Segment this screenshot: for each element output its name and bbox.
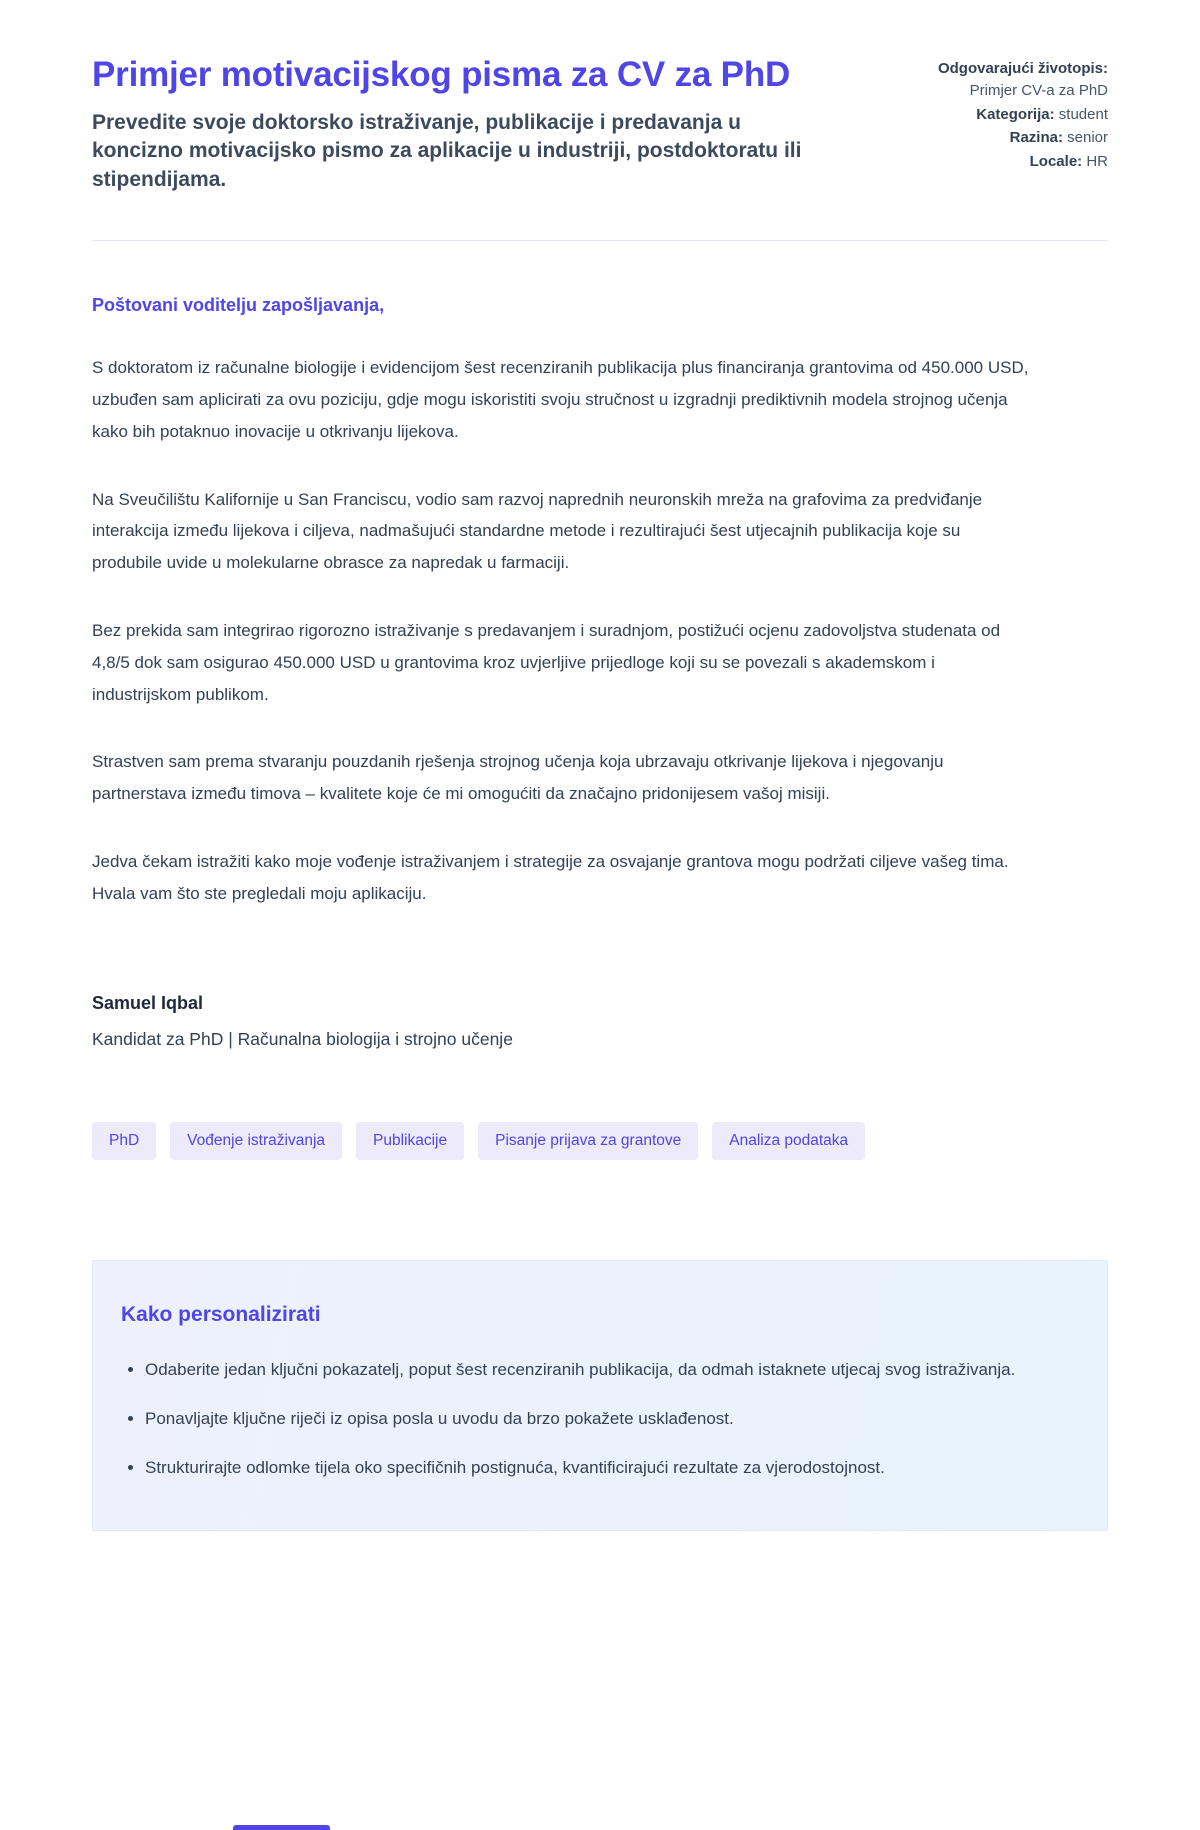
tips-list: [121, 1355, 1077, 1484]
tag-list: [92, 1122, 1108, 1160]
tag-chip[interactable]: Vođenje istraživanja: [170, 1122, 342, 1160]
partially-visible-button[interactable]: [233, 1825, 330, 1830]
page-subtitle: Prevedite svoje doktorsko istraživanje, publikacije i predavanja u koncizno motivacijsko pismo za aplikacije u industriji, postdoktoratu ili stipendijama.: [92, 110, 802, 191]
signature-role: Kandidat za PhD | Računalna biologija i strojno učenje: [92, 1029, 513, 1050]
letter-paragraph: Strastven sam prema stvaranju pouzdanih rješenja strojnog učenja koja ubrzavaju otkrivanje lijekova i njegovanju partnerstava između timova – kvalitete koje će mi omogućiti da značajno pridonijesem vašoj misiji.: [92, 752, 944, 804]
letter-paragraph: Bez prekida sam integrirao rigorozno istraživanje s predavanjem i suradnjom, postižući ocjenu zadovoljstva studenata od 4,8/5 dok sam osigurao 450.000 USD u grantovima kroz uvjerljive prijedloge koji su se povezali s akademskom i industrijskom publikom.: [92, 621, 1001, 704]
meta-row: [918, 127, 1108, 149]
meta-row: [918, 58, 1108, 102]
meta-value: Primjer CV-a za PhD: [969, 81, 1108, 99]
tag-chip[interactable]: Publikacije: [356, 1122, 464, 1160]
tips-heading: Kako personalizirati: [121, 1302, 321, 1326]
header-divider: [92, 240, 1108, 241]
page-header: [92, 54, 1108, 194]
page-title: Primjer motivacijskog pisma za CV za PhD: [92, 55, 791, 94]
meta-label: Odgovarajući životopis:: [937, 60, 1108, 77]
meta-label: Razina:: [1009, 129, 1063, 147]
letter-paragraph: Na Sveučilištu Kalifornije u San Franciscu, vodio sam razvoj naprednih neuronskih mreža na grafovima za predviđanje interakcija između lijekova i ciljeva, nadmašujući standardne metode i rezultirajući šest utjecajnih publikacija koje su produbile uvide u molekularne obrasce za napredak u farmaciji.: [92, 489, 983, 573]
tips-item: • Odaberite jedan ključni pokazatelj, poput šest recenziranih publikacija, da odmah istaknete utjecaj svog istraživanja.: [145, 1355, 1065, 1385]
tips-box: [92, 1260, 1108, 1531]
tag-chip[interactable]: Analiza podataka: [712, 1122, 865, 1160]
letter-greeting: Poštovani voditelju zapošljavanja,: [92, 295, 385, 316]
meta-value: HR: [1086, 153, 1108, 170]
tag-chip[interactable]: PhD: [92, 1122, 156, 1160]
letter-paragraph: S doktoratom iz računalne biologije i evidencijom šest recenziranih publikacija plus financiranja grantovima od 450.000 USD, uzbuđen sam aplicirati za ovu poziciju, gdje mogu iskoristiti svoju stručnost u izgradnji prediktivnih modela strojnog učenja kako bih potaknuo inovacije u otkrivanju lijekova.: [92, 358, 1029, 441]
tips-item: • Strukturirajte odlomke tijela oko specifičnih postignuća, kvantificirajući rezultate za vjerodostojnost.: [145, 1453, 1065, 1483]
letter-body: [92, 295, 1108, 1050]
letter-paragraph: Jedva čekam istražiti kako moje vođenje istraživanjem i strategije za osvajanje grantova mogu podržati ciljeve vašeg tima. Hvala vam što ste pregledali moju aplikaciju.: [92, 851, 1009, 903]
meta-label: Locale:: [1029, 153, 1083, 170]
meta-panel: [918, 54, 1108, 175]
tag-chip[interactable]: Pisanje prijava za grantove: [478, 1122, 698, 1160]
meta-value: student: [1058, 105, 1108, 123]
tips-item: • Ponavljajte ključne riječi iz opisa posla u uvodu da brzo pokažete usklađenost.: [145, 1404, 1065, 1434]
signature-name: Samuel Iqbal: [92, 993, 204, 1014]
meta-value: senior: [1067, 129, 1108, 147]
header-main: [92, 54, 822, 194]
meta-row: [918, 151, 1108, 173]
meta-row: [918, 104, 1108, 126]
meta-label: Kategorija:: [976, 105, 1055, 123]
letter-paragraphs: [92, 352, 1108, 909]
